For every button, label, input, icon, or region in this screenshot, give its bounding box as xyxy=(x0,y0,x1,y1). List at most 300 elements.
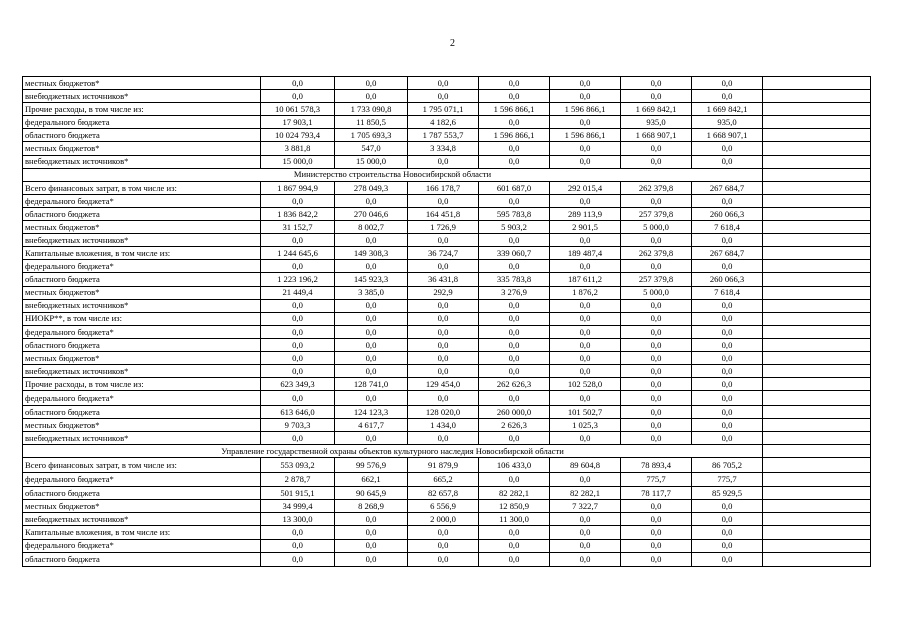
notes-cell xyxy=(763,431,871,444)
row-label: федерального бюджета* xyxy=(23,194,261,207)
row-label: местных бюджетов* xyxy=(23,418,261,431)
value-cell: 0,0 xyxy=(550,431,621,444)
value-cell: 2 901,5 xyxy=(550,221,621,234)
row-label: Прочие расходы, в том числе из: xyxy=(23,103,261,116)
table-row xyxy=(23,405,871,418)
value-cell: 10 024 793,4 xyxy=(261,129,335,142)
value-cell: 0,0 xyxy=(550,312,621,325)
value-cell: 0,0 xyxy=(408,391,479,406)
value-cell: 1 025,3 xyxy=(550,418,621,431)
value-cell: 1 726,9 xyxy=(408,221,479,234)
value-cell: 4 182,6 xyxy=(408,116,479,129)
value-cell: 262 379,8 xyxy=(621,247,692,260)
table-row xyxy=(23,181,871,194)
notes-cell xyxy=(763,299,871,312)
value-cell: 0,0 xyxy=(335,552,408,567)
value-cell: 0,0 xyxy=(621,365,692,378)
value-cell: 0,0 xyxy=(692,526,763,539)
table-row xyxy=(23,338,871,351)
value-cell: 5 000,0 xyxy=(621,221,692,234)
value-cell: 0,0 xyxy=(692,431,763,444)
table-row xyxy=(23,103,871,116)
notes-cell xyxy=(763,247,871,260)
value-cell: 0,0 xyxy=(479,312,550,325)
value-cell: 0,0 xyxy=(408,299,479,312)
value-cell: 0,0 xyxy=(261,552,335,567)
value-cell: 1 876,2 xyxy=(550,286,621,299)
value-cell: 82 282,1 xyxy=(550,487,621,500)
value-cell: 0,0 xyxy=(692,299,763,312)
row-label: областного бюджета xyxy=(23,273,261,286)
value-cell: 935,0 xyxy=(621,116,692,129)
row-label: внебюджетных источников* xyxy=(23,431,261,444)
value-cell: 0,0 xyxy=(692,405,763,418)
value-cell: 0,0 xyxy=(335,391,408,406)
table-row xyxy=(23,378,871,391)
value-cell: 0,0 xyxy=(621,431,692,444)
value-cell: 166 178,7 xyxy=(408,181,479,194)
value-cell: 0,0 xyxy=(261,391,335,406)
value-cell: 0,0 xyxy=(261,77,335,90)
row-label: НИОКР**, в том числе из: xyxy=(23,312,261,325)
notes-cell xyxy=(763,207,871,220)
notes-cell xyxy=(763,391,871,406)
value-cell: 0,0 xyxy=(692,418,763,431)
row-label: внебюджетных источников* xyxy=(23,513,261,526)
value-cell: 553 093,2 xyxy=(261,458,335,473)
row-label: федерального бюджета* xyxy=(23,391,261,406)
value-cell: 623 349,3 xyxy=(261,378,335,391)
value-cell: 0,0 xyxy=(408,338,479,351)
value-cell: 0,0 xyxy=(550,351,621,364)
value-cell: 0,0 xyxy=(479,142,550,155)
value-cell: 0,0 xyxy=(479,116,550,129)
value-cell: 1 836 842,2 xyxy=(261,207,335,220)
value-cell: 1 434,0 xyxy=(408,418,479,431)
value-cell: 262 626,3 xyxy=(479,378,550,391)
value-cell: 0,0 xyxy=(621,312,692,325)
value-cell: 662,1 xyxy=(335,472,408,487)
value-cell: 9 703,3 xyxy=(261,418,335,431)
notes-cell xyxy=(763,458,871,473)
value-cell: 0,0 xyxy=(479,552,550,567)
value-cell: 0,0 xyxy=(479,338,550,351)
value-cell: 0,0 xyxy=(550,513,621,526)
value-cell: 0,0 xyxy=(261,299,335,312)
value-cell: 15 000,0 xyxy=(261,155,335,168)
notes-cell xyxy=(763,181,871,194)
value-cell: 335 783,8 xyxy=(479,273,550,286)
value-cell: 10 061 578,3 xyxy=(261,103,335,116)
value-cell: 0,0 xyxy=(335,299,408,312)
value-cell: 0,0 xyxy=(261,90,335,103)
row-label: федерального бюджета* xyxy=(23,472,261,487)
row-label: местных бюджетов* xyxy=(23,351,261,364)
value-cell: 7 618,4 xyxy=(692,221,763,234)
table-row xyxy=(23,260,871,273)
table-row xyxy=(23,116,871,129)
notes-cell xyxy=(763,338,871,351)
value-cell: 0,0 xyxy=(335,338,408,351)
value-cell: 82 657,8 xyxy=(408,487,479,500)
table-row xyxy=(23,129,871,142)
value-cell: 0,0 xyxy=(261,234,335,247)
value-cell: 0,0 xyxy=(408,260,479,273)
notes-cell xyxy=(763,221,871,234)
row-label: Всего финансовых затрат, в том числе из: xyxy=(23,458,261,473)
value-cell: 0,0 xyxy=(621,234,692,247)
value-cell: 0,0 xyxy=(479,90,550,103)
value-cell: 0,0 xyxy=(692,325,763,338)
value-cell: 1 733 090,8 xyxy=(335,103,408,116)
value-cell: 1 244 645,6 xyxy=(261,247,335,260)
value-cell: 0,0 xyxy=(550,391,621,406)
row-label: внебюджетных источников* xyxy=(23,234,261,247)
notes-cell xyxy=(763,552,871,567)
value-cell: 0,0 xyxy=(479,77,550,90)
value-cell: 1 668 907,1 xyxy=(621,129,692,142)
value-cell: 0,0 xyxy=(479,391,550,406)
value-cell: 0,0 xyxy=(621,378,692,391)
notes-cell xyxy=(763,539,871,552)
row-label: федерального бюджета xyxy=(23,116,261,129)
notes-cell xyxy=(763,168,871,181)
value-cell: 0,0 xyxy=(550,338,621,351)
table-row xyxy=(23,221,871,234)
value-cell: 0,0 xyxy=(692,77,763,90)
value-cell: 0,0 xyxy=(335,431,408,444)
value-cell: 21 449,4 xyxy=(261,286,335,299)
value-cell: 0,0 xyxy=(479,155,550,168)
value-cell: 0,0 xyxy=(261,526,335,539)
value-cell: 0,0 xyxy=(621,260,692,273)
value-cell: 0,0 xyxy=(550,90,621,103)
row-label: Прочие расходы, в том числе из: xyxy=(23,378,261,391)
value-cell: 0,0 xyxy=(335,351,408,364)
value-cell: 36 431,8 xyxy=(408,273,479,286)
value-cell: 0,0 xyxy=(479,431,550,444)
value-cell: 0,0 xyxy=(621,90,692,103)
notes-cell xyxy=(763,351,871,364)
row-label: областного бюджета xyxy=(23,487,261,500)
value-cell: 0,0 xyxy=(408,539,479,552)
value-cell: 501 915,1 xyxy=(261,487,335,500)
section-row xyxy=(23,445,871,458)
value-cell: 106 433,0 xyxy=(479,458,550,473)
notes-cell xyxy=(763,500,871,513)
value-cell: 0,0 xyxy=(550,325,621,338)
value-cell: 0,0 xyxy=(408,351,479,364)
value-cell: 292,9 xyxy=(408,286,479,299)
table-row xyxy=(23,234,871,247)
notes-cell xyxy=(763,445,871,458)
value-cell: 1 705 693,3 xyxy=(335,129,408,142)
row-label: Капитальные вложения, в том числе из: xyxy=(23,247,261,260)
notes-cell xyxy=(763,90,871,103)
value-cell: 0,0 xyxy=(261,194,335,207)
table-row xyxy=(23,391,871,406)
value-cell: 0,0 xyxy=(408,365,479,378)
value-cell: 0,0 xyxy=(550,142,621,155)
value-cell: 0,0 xyxy=(408,90,479,103)
value-cell: 0,0 xyxy=(621,500,692,513)
notes-cell xyxy=(763,487,871,500)
value-cell: 1 596 866,1 xyxy=(479,129,550,142)
table-row xyxy=(23,207,871,220)
value-cell: 0,0 xyxy=(261,365,335,378)
value-cell: 0,0 xyxy=(621,391,692,406)
value-cell: 2 626,3 xyxy=(479,418,550,431)
value-cell: 128 741,0 xyxy=(335,378,408,391)
value-cell: 1 669 842,1 xyxy=(621,103,692,116)
value-cell: 0,0 xyxy=(621,351,692,364)
value-cell: 935,0 xyxy=(692,116,763,129)
value-cell: 164 451,8 xyxy=(408,207,479,220)
row-label: внебюджетных источников* xyxy=(23,90,261,103)
value-cell: 0,0 xyxy=(550,194,621,207)
value-cell: 11 850,5 xyxy=(335,116,408,129)
value-cell: 775,7 xyxy=(692,472,763,487)
value-cell: 0,0 xyxy=(335,260,408,273)
value-cell: 1 787 553,7 xyxy=(408,129,479,142)
value-cell: 0,0 xyxy=(621,513,692,526)
notes-cell xyxy=(763,273,871,286)
value-cell: 0,0 xyxy=(261,325,335,338)
value-cell: 0,0 xyxy=(408,552,479,567)
table-row xyxy=(23,365,871,378)
value-cell: 31 152,7 xyxy=(261,221,335,234)
table-row xyxy=(23,487,871,500)
value-cell: 6 556,9 xyxy=(408,500,479,513)
value-cell: 8 002,7 xyxy=(335,221,408,234)
table-row xyxy=(23,312,871,325)
value-cell: 0,0 xyxy=(692,351,763,364)
value-cell: 0,0 xyxy=(335,90,408,103)
value-cell: 1 223 196,2 xyxy=(261,273,335,286)
section-title: Управление государственной охраны объектов культурного наследия Новосибирской области xyxy=(23,445,763,458)
value-cell: 0,0 xyxy=(692,234,763,247)
value-cell: 0,0 xyxy=(335,513,408,526)
table-row xyxy=(23,458,871,473)
value-cell: 0,0 xyxy=(479,194,550,207)
value-cell: 2 878,7 xyxy=(261,472,335,487)
value-cell: 85 929,5 xyxy=(692,487,763,500)
notes-cell xyxy=(763,77,871,90)
value-cell: 0,0 xyxy=(621,552,692,567)
value-cell: 86 705,2 xyxy=(692,458,763,473)
value-cell: 4 617,7 xyxy=(335,418,408,431)
value-cell: 90 645,9 xyxy=(335,487,408,500)
table-row xyxy=(23,194,871,207)
value-cell: 0,0 xyxy=(408,234,479,247)
value-cell: 0,0 xyxy=(261,431,335,444)
table-row xyxy=(23,90,871,103)
value-cell: 0,0 xyxy=(692,260,763,273)
notes-cell xyxy=(763,234,871,247)
value-cell: 129 454,0 xyxy=(408,378,479,391)
value-cell: 0,0 xyxy=(261,338,335,351)
value-cell: 0,0 xyxy=(335,77,408,90)
value-cell: 1 596 866,1 xyxy=(550,103,621,116)
table-row xyxy=(23,286,871,299)
value-cell: 0,0 xyxy=(261,260,335,273)
notes-cell xyxy=(763,405,871,418)
value-cell: 0,0 xyxy=(550,552,621,567)
value-cell: 0,0 xyxy=(621,418,692,431)
value-cell: 0,0 xyxy=(550,260,621,273)
value-cell: 257 379,8 xyxy=(621,207,692,220)
row-label: областного бюджета xyxy=(23,207,261,220)
value-cell: 0,0 xyxy=(550,155,621,168)
value-cell: 0,0 xyxy=(621,194,692,207)
value-cell: 3 881,8 xyxy=(261,142,335,155)
row-label: Капитальные вложения, в том числе из: xyxy=(23,526,261,539)
value-cell: 0,0 xyxy=(408,526,479,539)
table-row xyxy=(23,539,871,552)
value-cell: 0,0 xyxy=(621,338,692,351)
value-cell: 0,0 xyxy=(621,299,692,312)
value-cell: 17 903,1 xyxy=(261,116,335,129)
value-cell: 0,0 xyxy=(692,90,763,103)
notes-cell xyxy=(763,194,871,207)
table-row xyxy=(23,77,871,90)
value-cell: 292 015,4 xyxy=(550,181,621,194)
value-cell: 262 379,8 xyxy=(621,181,692,194)
value-cell: 5 903,2 xyxy=(479,221,550,234)
value-cell: 3 334,8 xyxy=(408,142,479,155)
row-label: областного бюджета xyxy=(23,338,261,351)
value-cell: 0,0 xyxy=(692,513,763,526)
value-cell: 1 669 842,1 xyxy=(692,103,763,116)
value-cell: 7 322,7 xyxy=(550,500,621,513)
value-cell: 595 783,8 xyxy=(479,207,550,220)
value-cell: 0,0 xyxy=(692,194,763,207)
row-label: местных бюджетов* xyxy=(23,77,261,90)
value-cell: 1 795 071,1 xyxy=(408,103,479,116)
value-cell: 0,0 xyxy=(479,365,550,378)
value-cell: 0,0 xyxy=(621,405,692,418)
table-row xyxy=(23,431,871,444)
value-cell: 145 923,3 xyxy=(335,273,408,286)
value-cell: 0,0 xyxy=(335,365,408,378)
value-cell: 1 668 907,1 xyxy=(692,129,763,142)
table-row xyxy=(23,513,871,526)
value-cell: 289 113,9 xyxy=(550,207,621,220)
value-cell: 89 604,8 xyxy=(550,458,621,473)
value-cell: 13 300,0 xyxy=(261,513,335,526)
notes-cell xyxy=(763,155,871,168)
value-cell: 0,0 xyxy=(335,194,408,207)
value-cell: 0,0 xyxy=(335,312,408,325)
value-cell: 601 687,0 xyxy=(479,181,550,194)
value-cell: 0,0 xyxy=(479,260,550,273)
row-label: местных бюджетов* xyxy=(23,221,261,234)
notes-cell xyxy=(763,526,871,539)
value-cell: 260 066,3 xyxy=(692,207,763,220)
table-row xyxy=(23,552,871,567)
table-row xyxy=(23,142,871,155)
notes-cell xyxy=(763,378,871,391)
value-cell: 8 268,9 xyxy=(335,500,408,513)
value-cell: 0,0 xyxy=(408,77,479,90)
value-cell: 0,0 xyxy=(479,351,550,364)
value-cell: 0,0 xyxy=(479,299,550,312)
value-cell: 0,0 xyxy=(621,539,692,552)
table-row xyxy=(23,418,871,431)
table-row xyxy=(23,247,871,260)
notes-cell xyxy=(763,365,871,378)
value-cell: 0,0 xyxy=(335,539,408,552)
value-cell: 102 528,0 xyxy=(550,378,621,391)
value-cell: 278 049,3 xyxy=(335,181,408,194)
value-cell: 0,0 xyxy=(479,234,550,247)
value-cell: 91 879,9 xyxy=(408,458,479,473)
notes-cell xyxy=(763,513,871,526)
value-cell: 0,0 xyxy=(335,325,408,338)
value-cell: 0,0 xyxy=(692,552,763,567)
row-label: внебюджетных источников* xyxy=(23,299,261,312)
value-cell: 0,0 xyxy=(550,365,621,378)
table-row xyxy=(23,351,871,364)
row-label: местных бюджетов* xyxy=(23,500,261,513)
value-cell: 613 646,0 xyxy=(261,405,335,418)
notes-cell xyxy=(763,472,871,487)
row-label: областного бюджета xyxy=(23,129,261,142)
value-cell: 0,0 xyxy=(621,325,692,338)
value-cell: 775,7 xyxy=(621,472,692,487)
value-cell: 0,0 xyxy=(692,312,763,325)
value-cell: 101 502,7 xyxy=(550,405,621,418)
value-cell: 0,0 xyxy=(692,365,763,378)
notes-cell xyxy=(763,129,871,142)
table-row xyxy=(23,273,871,286)
notes-cell xyxy=(763,116,871,129)
table-row xyxy=(23,526,871,539)
value-cell: 124 123,3 xyxy=(335,405,408,418)
value-cell: 0,0 xyxy=(261,351,335,364)
value-cell: 7 618,4 xyxy=(692,286,763,299)
value-cell: 0,0 xyxy=(408,194,479,207)
value-cell: 128 020,0 xyxy=(408,405,479,418)
value-cell: 0,0 xyxy=(335,526,408,539)
row-label: внебюджетных источников* xyxy=(23,365,261,378)
value-cell: 0,0 xyxy=(335,234,408,247)
value-cell: 0,0 xyxy=(692,338,763,351)
value-cell: 0,0 xyxy=(550,299,621,312)
value-cell: 547,0 xyxy=(335,142,408,155)
value-cell: 15 000,0 xyxy=(335,155,408,168)
row-label: местных бюджетов* xyxy=(23,142,261,155)
value-cell: 0,0 xyxy=(550,472,621,487)
value-cell: 0,0 xyxy=(408,431,479,444)
notes-cell xyxy=(763,103,871,116)
value-cell: 0,0 xyxy=(692,378,763,391)
value-cell: 0,0 xyxy=(621,155,692,168)
row-label: внебюджетных источников* xyxy=(23,155,261,168)
notes-cell xyxy=(763,312,871,325)
row-label: федерального бюджета* xyxy=(23,325,261,338)
value-cell: 149 308,3 xyxy=(335,247,408,260)
value-cell: 99 576,9 xyxy=(335,458,408,473)
value-cell: 257 379,8 xyxy=(621,273,692,286)
value-cell: 2 000,0 xyxy=(408,513,479,526)
value-cell: 0,0 xyxy=(692,155,763,168)
value-cell: 0,0 xyxy=(692,500,763,513)
value-cell: 260 000,0 xyxy=(479,405,550,418)
value-cell: 3 385,0 xyxy=(335,286,408,299)
table-row xyxy=(23,325,871,338)
budget-table xyxy=(22,76,871,567)
